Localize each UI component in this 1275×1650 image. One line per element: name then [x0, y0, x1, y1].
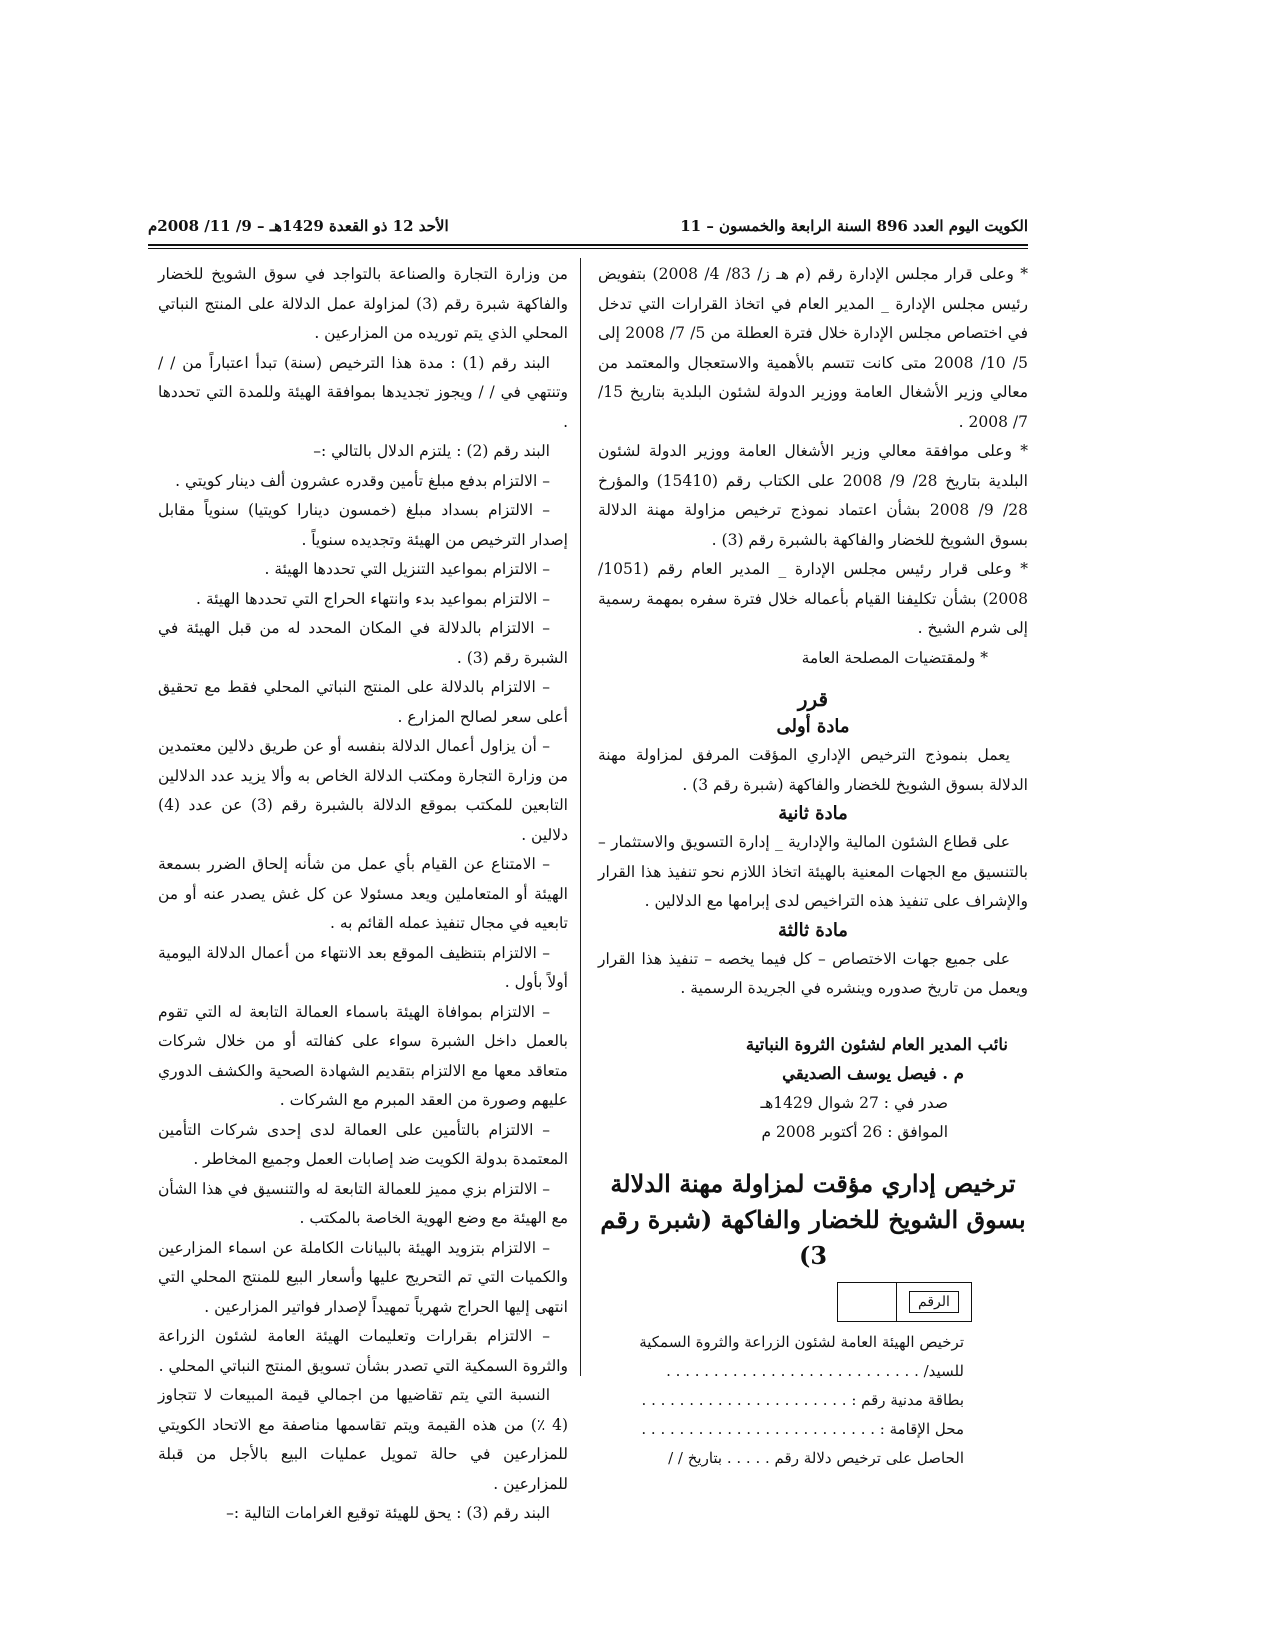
clause-item: – الالتزام بالدلالة في المكان المحدد له من قبل الهيئة في الشبرة رقم (3) .: [158, 619, 568, 667]
header-date: الأحد 12 ذو القعدة 1429هـ – 9/ 11/ 2008م: [148, 217, 449, 235]
article-text: على جميع جهات الاختصاص – كل فيما يخصه – تنفيذ هذا القرار ويعمل من تاريخ صدوره وينشره في الجريدة الرسمية .: [598, 949, 1028, 997]
header-rule-thin: [148, 248, 1028, 249]
clause-item: – الامتناع عن القيام بأي عمل من شأنه إلحاق الضرر بسمعة الهيئة أو المتعاملين ويعد مسئولا عن كل غش يصدر عنه أو من تابعيه في مجال تنفيذ عمله القائم به .: [158, 855, 568, 932]
decision-heading: قرر: [797, 687, 829, 711]
license-form: [598, 1328, 1028, 1473]
clause-item: – الالتزام بتزويد الهيئة بالبيانات الكاملة عن اسماء المزارعين والكميات التي تم التحريج عليها وأسعار البيع للمنتج المحلي التي انتهى إليها الحراج شهرياً تمهيداً لإصدار فواتير المزارعين .: [158, 1238, 568, 1316]
article-heading: مادة أولى: [776, 716, 850, 737]
form-line: ترخيص الهيئة العامة لشئون الزراعة والثروة السمكية: [639, 1332, 964, 1351]
signature-title: نائب المدير العام لشئون الثروة النباتية: [745, 1034, 1008, 1054]
clause-item: – الالتزام بالدلالة على المنتج النباتي المحلي فقط مع تحقيق أعلى سعر لصالح المزارع .: [158, 678, 568, 726]
clause-paragraph: البند رقم (1) : مدة هذا الترخيص (سنة) تبدأ اعتباراً من / / وتنتهي في / / ويجوز تجديدها بموافقة الهيئة وللمدة التي تحددها .: [158, 353, 568, 431]
form-line: الحاصل على ترخيص دلالة رقم . . . . . بتاريخ / /: [668, 1448, 964, 1467]
signature-name: م . فيصل يوسف الصديقي: [782, 1064, 964, 1083]
clause-item: – الالتزام بسداد مبلغ (خمسون دينارا كويتيا) سنوياً مقابل إصدار الترخيص من الهيئة وتجديده سنوياً .: [158, 501, 568, 549]
header-issue: الكويت اليوم العدد 896 السنة الرابعة والخمسون – 11: [680, 217, 1028, 235]
preamble-paragraph: * ولمقتضيات المصلحة العامة: [801, 648, 988, 667]
left-column: [158, 260, 568, 1529]
header-rule: [148, 244, 1028, 246]
form-line: للسيد/ . . . . . . . . . . . . . . . . . . . . . . . . . . .: [666, 1361, 964, 1380]
clause-item: – الالتزام بموافاة الهيئة باسماء العمالة التابعة له التي تقوم بالعمل داخل الشبرة سواء على كفالته أو من خلال شركات متعاقد معها مع الالتزام بتقديم الشهادة الصحية والكشف الدوري عليهم وصورة من العقد المبرم مع الشركات .: [158, 1002, 568, 1109]
article-text: على قطاع الشئون المالية والإدارية _ إدارة التسويق والاستثمار – بالتنسيق مع الجهات المعنية بالهيئة اتخاذ اللازم نحو تنفيذ هذا القرار والإشراف على تنفيذ هذه التراخيص لدى إبرامها مع الدلالين .: [598, 833, 1028, 910]
form-line: بطاقة مدنية رقم : . . . . . . . . . . . . . . . . . . . . . .: [641, 1390, 964, 1409]
issued-date: صدر في : 27 شوال 1429هـ: [760, 1093, 948, 1112]
number-label: الرقم: [909, 1291, 959, 1313]
number-boxes: [598, 1282, 972, 1322]
preamble-paragraph: * وعلى قرار رئيس مجلس الإدارة _ المدير العام رقم (1051/ 2008) بشأن تكليفنا القيام بأعماله خلال فترة سفره بمهمة رسمية إلى شرم الشيخ .: [598, 560, 1028, 637]
clause-item: – الالتزام بزي مميز للعمالة التابعة له والتنسيق في هذا الشأن مع الهيئة مع وضع الهوية الخاصة بالمكتب .: [158, 1179, 568, 1227]
page-header: [148, 212, 1028, 240]
number-label-box: [897, 1282, 972, 1322]
article-text: يعمل بنموذج الترخيص الإداري المؤقت المرفق لمزاولة مهنة الدلالة بسوق الشويخ للخضار والفاكهة (شبرة رقم 3) .: [598, 746, 1028, 794]
clause-heading: البند رقم (2) : يلتزم الدلال بالتالي :–: [313, 442, 550, 460]
article-heading: مادة ثانية: [778, 803, 848, 824]
clause-item: – الالتزام بمواعيد التنزيل التي تحددها الهيئة .: [264, 560, 550, 578]
clause-paragraph: من وزارة التجارة والصناعة بالتواجد في سوق الشويخ للخضار والفاكهة شبرة رقم (3) لمزاولة عمل الدلالة على المنتج النباتي المحلي الذي يتم توريده من المزارعين .: [158, 265, 568, 342]
clause-item: – الالتزام بالتأمين على العمالة لدى إحدى شركات التأمين المعتمدة بدولة الكويت ضد إصابات العمل وجميع المخاطر .: [158, 1120, 568, 1168]
clause-item: – الالتزام بتنظيف الموقع بعد الانتهاء من أعمال الدلالة اليومية أولاً بأول .: [158, 943, 568, 991]
license-title-line: بسوق الشويخ للخضار والفاكهة (شبرة رقم 3): [600, 1204, 1026, 1270]
right-column: [598, 260, 1028, 1473]
article-heading: مادة ثالثة: [778, 919, 848, 941]
license-title: [598, 1166, 1028, 1274]
clause-item: – أن يزاول أعمال الدلالة بنفسه أو عن طريق دلالين معتمدين من وزارة التجارة ومكتب الدلالة الخاص به وألا يزيد عدد الدلالين التابعين للمكتب بموقع الدلالة بالشبرة رقم (3) عن عدد (4) دلالين .: [158, 737, 568, 844]
license-title-line: ترخيص إداري مؤقت لمزاولة مهنة الدلالة: [610, 1168, 1016, 1198]
preamble-paragraph: * وعلى موافقة معالي وزير الأشغال العامة ووزير الدولة لشئون البلدية بتاريخ 28/ 9/ 2008 على الكتاب رقم (15410) والمؤرخ 28/ 9/ 2008 بشأن اعتماد نموذج ترخيص مزاولة مهنة الدلالة بسوق الشويخ للخضار والفاكهة بالشبرة رقم (3) .: [598, 442, 1029, 549]
clause-item: – الالتزام بمواعيد بدء وانتهاء الحراج التي تحددها الهيئة .: [196, 589, 550, 608]
clause-item: – الالتزام بدفع مبلغ تأمين وقدره عشرون ألف دينار كويتي .: [175, 471, 550, 490]
clause-heading: البند رقم (3) : يحق للهيئة توقيع الغرامات التالية :–: [226, 1504, 550, 1522]
preamble-paragraph: * وعلى قرار مجلس الإدارة رقم (م هـ ز/ 83/ 4/ 2008) بتفويض رئيس مجلس الإدارة _ المدير العام في اتخاذ القرارات التي تدخل في اختصاص مجلس الإدارة خلال فترة العطلة من 5/ 7/ 2008 إلى 5/ 10/ 2008 متى كانت تتسم بالأهمية والاستعجال والمعتمد من معالي وزير الأشغال العامة ووزير الدولة لشئون البلدية بتاريخ 15/ 7/ 2008 .: [598, 265, 1028, 431]
column-divider: [580, 258, 581, 1376]
number-value-box: [837, 1282, 897, 1322]
issue-dates: [598, 1089, 1028, 1148]
form-line: محل الإقامة : . . . . . . . . . . . . . . . . . . . . . . . . .: [641, 1419, 964, 1438]
clause-item: – الالتزام بقرارات وتعليمات الهيئة العامة لشئون الزراعة والثروة السمكية التي تصدر بشأن تسويق المنتج النباتي المحلي .: [158, 1327, 568, 1375]
corresponding-date: الموافق : 26 أكتوبر 2008 م: [761, 1123, 948, 1141]
clause-item: النسبة التي يتم تقاضيها من اجمالي قيمة المبيعات لا تتجاوز (4 ٪) من هذه القيمة ويتم تقاسمها مناصفة مع الاتحاد الكويتي للمزارعين في حالة تمويل عمليات البيع بالأجل من قبلة للمزارعين .: [158, 1386, 568, 1493]
